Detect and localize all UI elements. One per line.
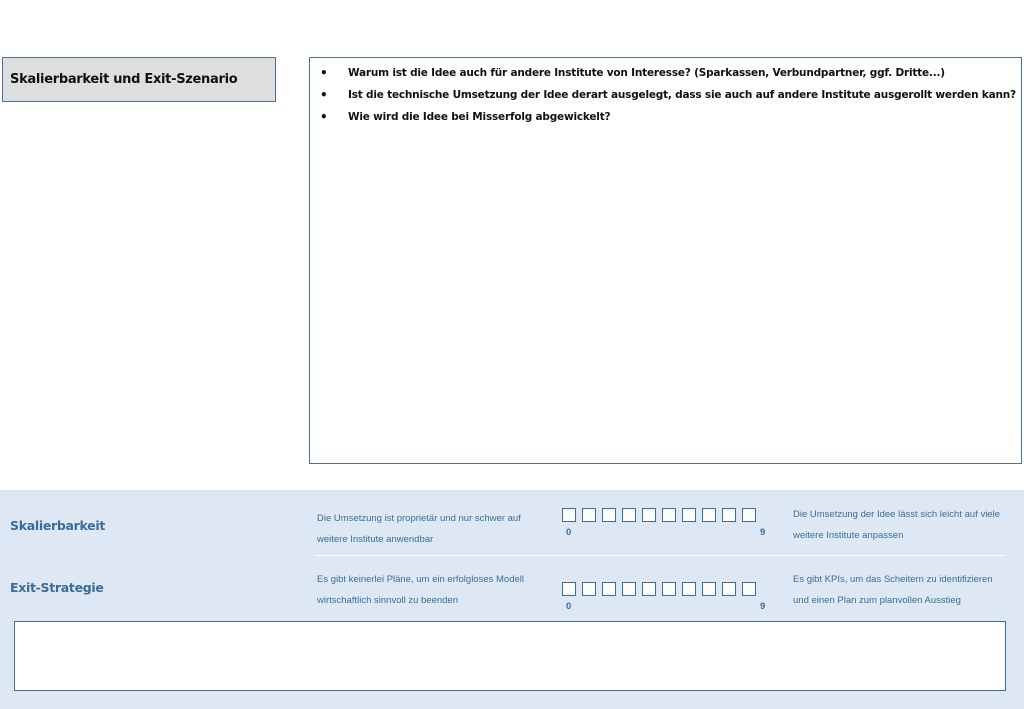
- rating-checkbox[interactable]: [602, 508, 616, 522]
- question-item: [310, 106, 1021, 128]
- rating-checkbox[interactable]: [722, 582, 736, 596]
- rating-high-line: Es gibt KPIs, um das Scheitern zu identifizieren: [793, 574, 993, 585]
- rating-checkbox[interactable]: [562, 508, 576, 522]
- rating-high-line: und einen Plan zum planvollen Ausstieg: [793, 595, 961, 606]
- rating-checkbox[interactable]: [562, 582, 576, 596]
- rating-scale-skalierbarkeit: [562, 508, 756, 522]
- rating-low-description: [317, 569, 524, 611]
- rating-checkbox[interactable]: [742, 582, 756, 596]
- comment-field[interactable]: [14, 621, 1006, 691]
- section-title-text: Skalierbarkeit und Exit-Szenario: [10, 72, 238, 87]
- question-list: [310, 58, 1021, 128]
- rating-low-line: Es gibt keinerlei Pläne, um ein erfolgloses Modell: [317, 574, 524, 585]
- question-item: [310, 62, 1021, 84]
- rating-high-description: [793, 504, 1000, 546]
- section-title: [2, 57, 276, 102]
- bullet-icon: •: [320, 66, 328, 80]
- rating-high-line: weitere Institute anpassen: [793, 530, 904, 541]
- guiding-questions-box[interactable]: [309, 57, 1022, 464]
- rating-divider: [314, 555, 1004, 556]
- rating-scale-exit-strategie: [562, 582, 756, 596]
- rating-low-line: wirtschaftlich sinnvoll zu beenden: [317, 595, 458, 606]
- rating-high-description: [793, 569, 993, 611]
- scale-max-label: 9: [760, 527, 766, 538]
- rating-checkbox[interactable]: [642, 508, 656, 522]
- rating-checkbox[interactable]: [702, 508, 716, 522]
- rating-checkbox[interactable]: [662, 508, 676, 522]
- scale-min-label: 0: [566, 601, 572, 612]
- rating-label-skalierbarkeit: Skalierbarkeit: [10, 518, 106, 533]
- rating-low-line: weitere Institute anwendbar: [317, 534, 434, 545]
- question-text: Warum ist die Idee auch für andere Institute von Interesse? (Sparkassen, Verbundpartner, ggf. Dritte...): [348, 67, 945, 79]
- question-text: Ist die technische Umsetzung der Idee derart ausgelegt, dass sie auch auf andere Institute ausgerollt werden kann?: [348, 89, 1016, 101]
- bullet-icon: •: [320, 110, 328, 124]
- rating-checkbox[interactable]: [582, 508, 596, 522]
- rating-checkbox[interactable]: [722, 508, 736, 522]
- rating-checkbox[interactable]: [682, 508, 696, 522]
- bullet-icon: •: [320, 88, 328, 102]
- rating-checkbox[interactable]: [682, 582, 696, 596]
- rating-checkbox[interactable]: [622, 582, 636, 596]
- question-text: Wie wird die Idee bei Misserfolg abgewickelt?: [348, 111, 611, 123]
- rating-checkbox[interactable]: [602, 582, 616, 596]
- rating-checkbox[interactable]: [582, 582, 596, 596]
- rating-low-description: [317, 508, 521, 550]
- rating-checkbox[interactable]: [622, 508, 636, 522]
- scale-min-label: 0: [566, 527, 572, 538]
- rating-high-line: Die Umsetzung der Idee lässt sich leicht auf viele: [793, 509, 1000, 520]
- rating-checkbox[interactable]: [742, 508, 756, 522]
- question-item: [310, 84, 1021, 106]
- scale-max-label: 9: [760, 601, 766, 612]
- rating-low-line: Die Umsetzung ist proprietär und nur schwer auf: [317, 513, 521, 524]
- rating-label-exit-strategie: Exit-Strategie: [10, 580, 104, 595]
- rating-checkbox[interactable]: [662, 582, 676, 596]
- rating-checkbox[interactable]: [702, 582, 716, 596]
- rating-checkbox[interactable]: [642, 582, 656, 596]
